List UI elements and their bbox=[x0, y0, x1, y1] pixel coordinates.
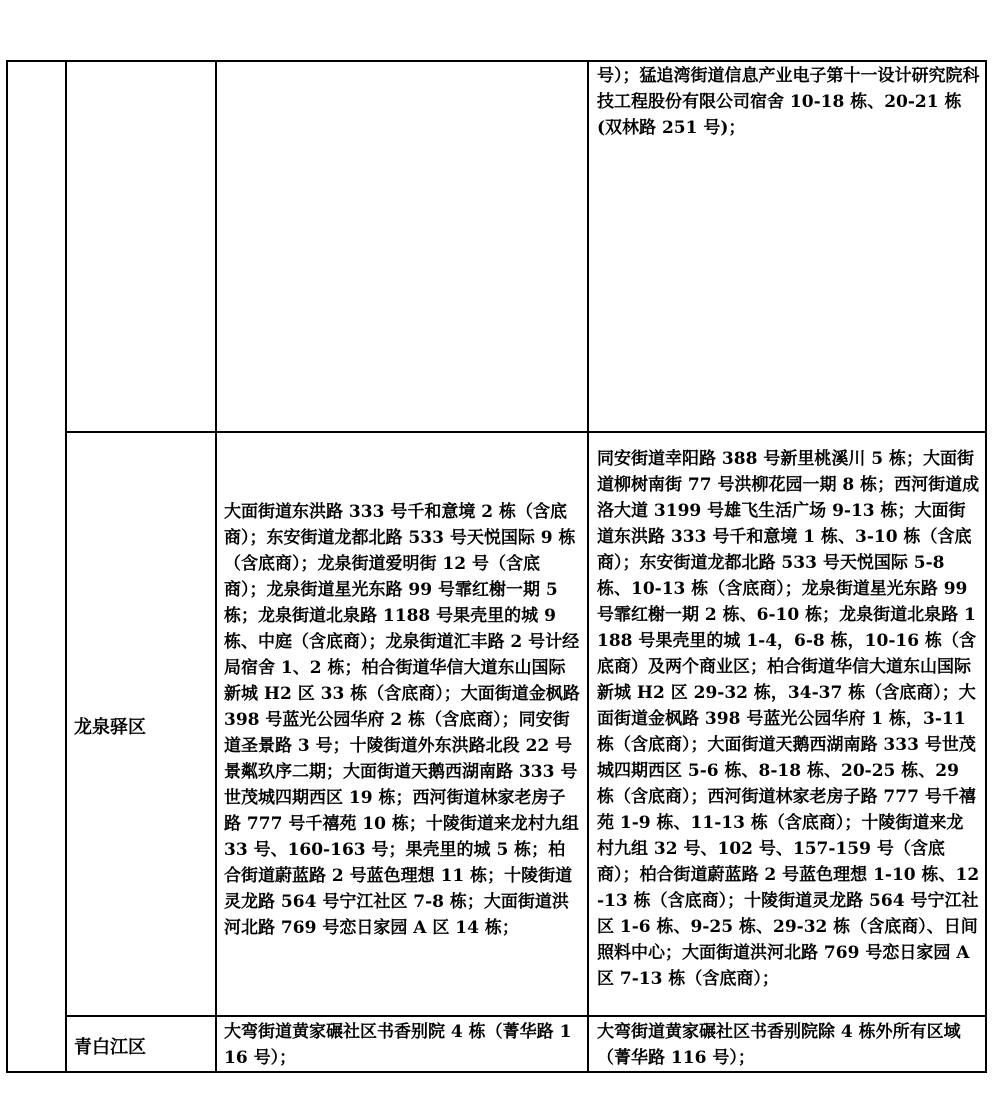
row-divider bbox=[65, 431, 987, 433]
column-divider bbox=[215, 60, 217, 1073]
cell-col-b: 大弯街道黄家碾社区书香别院除 4 栋外所有区域（菁华路 116 号）； bbox=[597, 1022, 961, 1068]
district-name: 青白江区 bbox=[74, 1037, 146, 1058]
cell-col-a: 大面街道东洪路 333 号千和意境 2 栋（含底商）；东安街道龙都北路 533 号天悦国际 9 栋（含底商）；龙泉街道爱明街 12 号（含底商）；龙泉街道星光东路 99 号霏红榭一期 5 栋；龙泉街道北泉路 1188 号果壳里的城 9 栋、中庭（含底商）；龙泉街道汇丰路 2 号计经局宿舍 1、2 栋；柏合街道华信大道东山国际新城 H2 区 33 栋（含底商）；大面街道金枫路 398 号蓝光公园华府 2 栋（含底商）；同安街道圣景路 3 号；十陵街道外东洪路北段 22 号景粼玖序二期；大面街道天鹅西湖南路 333 号世茂城四期西区 19 栋；西河街道林家老房子路 777 号千禧苑 10 栋；十陵街道来龙村九组 33 号、160-163 号；果壳里的城 5 栋；柏合街道蔚蓝路 2 号蓝色理想 11 栋；十陵街道灵龙路 564 号宁江社区 7-8 栋；大面街道洪河北路 769 号恋日家园 A 区 14 栋； bbox=[224, 502, 580, 938]
table-left-border bbox=[6, 60, 8, 1073]
table-top-border bbox=[6, 60, 987, 62]
table-right-border bbox=[985, 60, 987, 1073]
column-divider bbox=[65, 60, 67, 1073]
cell-col-a: 大弯街道黄家碾社区书香别院 4 栋（菁华路 116 号）； bbox=[224, 1022, 572, 1068]
district-name: 龙泉驿区 bbox=[74, 717, 146, 738]
cell-col-b: 号）；猛追湾街道信息产业电子第十一设计研究院科技工程股份有限公司宿舍 10-18 栋、20-21 栋(双林路 251 号)； bbox=[597, 66, 980, 138]
table-bottom-border bbox=[6, 1071, 987, 1073]
row-divider bbox=[65, 1015, 987, 1017]
column-divider bbox=[587, 60, 589, 1073]
cell-col-b: 同安街道幸阳路 388 号新里桃溪川 5 栋；大面街道柳树南街 77 号洪柳花园一期 8 栋；西河街道成洛大道 3199 号雄飞生活广场 9-13 栋；大面街道东洪路 333 号千和意境 1 栋、3-10 栋（含底商）；东安街道龙都北路 533 号天悦国际 5-8 栋、10-13 栋（含底商）；龙泉街道星光东路 99 号霏红榭一期 2 栋、6-10 栋；龙泉街道北泉路 1188 号果壳里的城 1-4，6-8 栋，10-16 栋（含底商）及两个商业区；柏合街道华信大道东山国际新城 H2 区 29-32 栋，34-37 栋（含底商）；大面街道金枫路 398 号蓝光公园华府 1 栋，3-11 栋（含底商）；大面街道天鹅西湖南路 333 号世茂城四期西区 5-6 栋、8-18 栋、20-25 栋、29 栋（含底商）；西河街道林家老房子路 777 号千禧苑 1-9 栋、11-13 栋（含底商）；十陵街道来龙村九组 32 号、102 号、157-159 号（含底商）；柏合街道蔚蓝路 2 号蓝色理想 1-10 栋、12-13 栋（含底商）；十陵街道灵龙路 564 号宁江社区 1-6 栋、9-25 栋、29-32 栋（含底商）、日间照料中心；大面街道洪河北路 769 号恋日家园 A 区 7-13 栋（含底商）； bbox=[597, 449, 980, 989]
